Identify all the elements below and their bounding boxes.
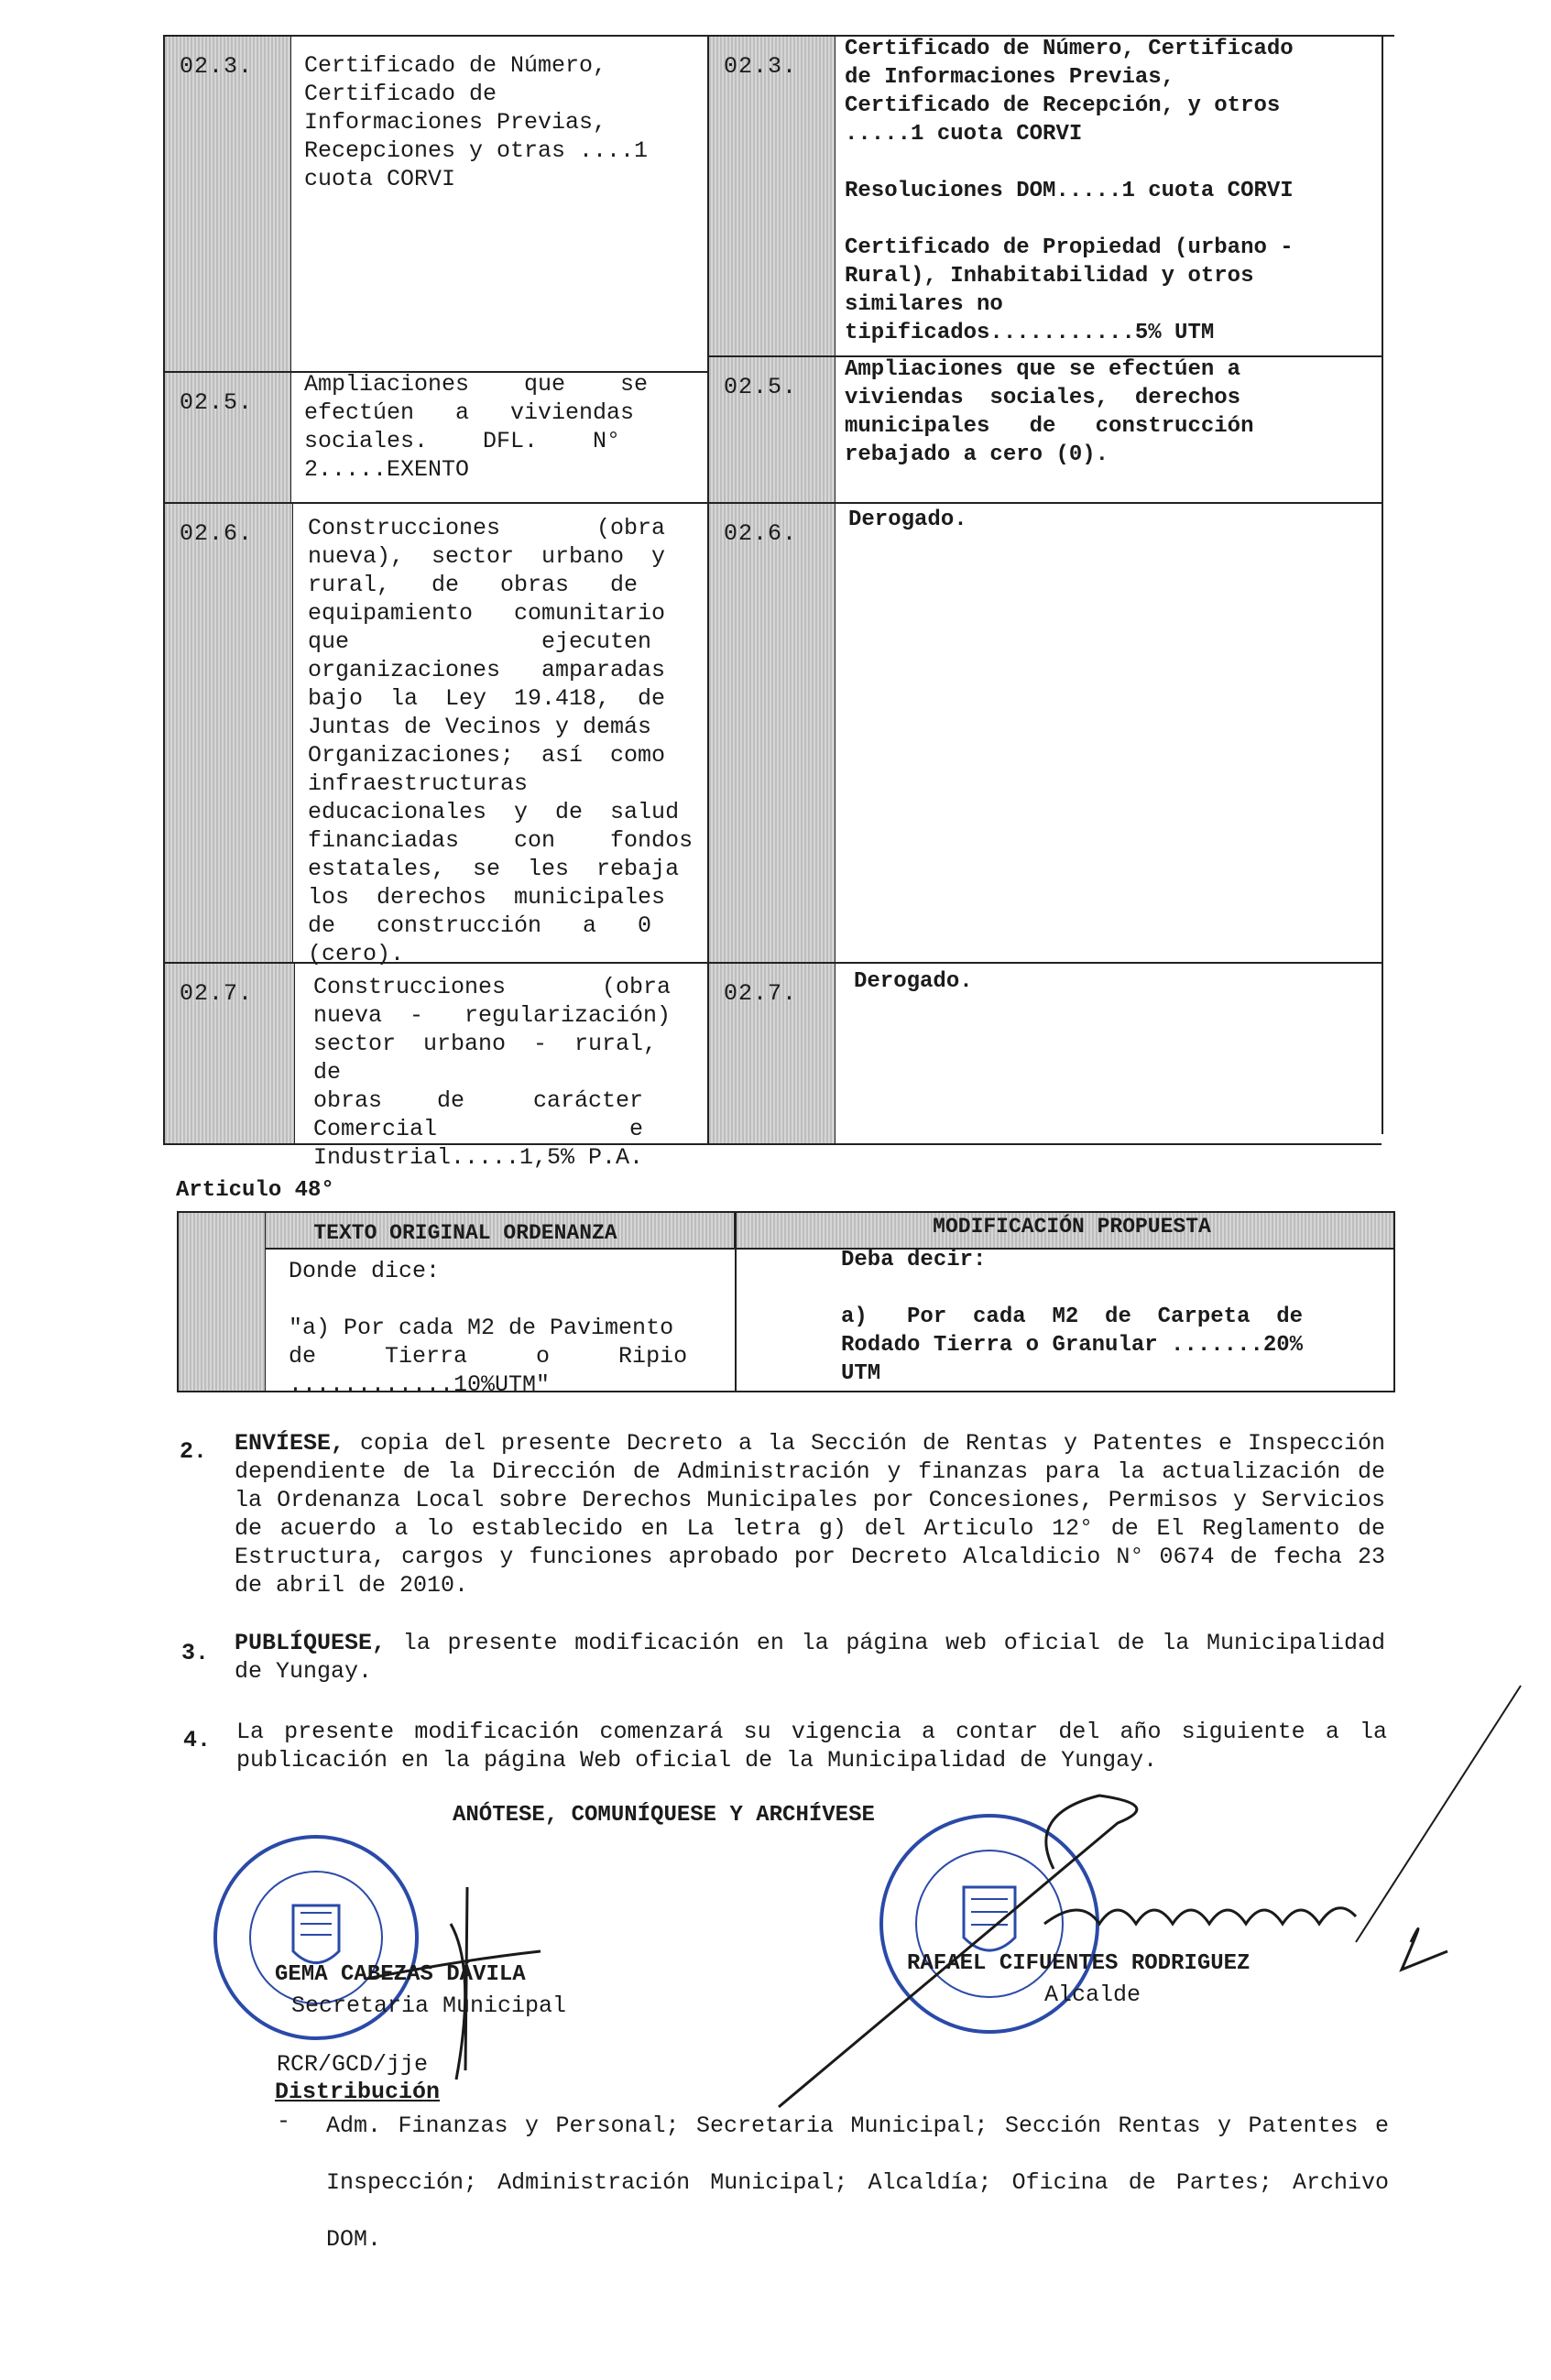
paragraph-number: 3. — [181, 1640, 210, 1666]
row-text-modified: Certificado de Número, Certificado de Informaciones Previas, Certificado de Recepción, y otros .....1 cuota CORVI Resoluciones DOM.....1 cuota CORVI Certificado de Propiedad (urbano - Rural), Inhabitabilidad y otros similares no tipificados...........5% UTM — [845, 37, 1294, 345]
signatory-left-name: GEMA CABEZAS DÁVILA — [275, 1962, 526, 1987]
distribution-bullet: - — [277, 2108, 291, 2134]
row-code-left: 02.6. — [165, 504, 293, 962]
reference-initials: RCR/GCD/jje — [277, 2051, 429, 2078]
row-code-right: 02.7. — [709, 964, 836, 1143]
paragraph-lead: PUBLÍQUESE, — [235, 1630, 387, 1656]
row-code-left: 02.7. — [165, 964, 295, 1143]
closing-formula: ANÓTESE, COMUNÍQUESE Y ARCHÍVESE — [453, 1803, 875, 1828]
row-text-modified: Derogado. — [854, 969, 973, 994]
paragraph-2 — [235, 1429, 1385, 1599]
row-text-original: Construcciones (obra nueva - regularización) sector urbano - rural, de obras de carácter Comercial e Industrial.....1,5% P.A. — [313, 974, 672, 1171]
row-text-original: Certificado de Número, Certificado de Informaciones Previas, Recepciones y otras ....1 cuota CORVI — [304, 52, 649, 192]
paragraph-body: La presente modificación comenzará su vigencia a contar del año siguiente a la publicación en la página Web oficial de la Municipalidad de Yungay. — [236, 1719, 1387, 1774]
paragraph-body: copia del presente Decreto a la Sección de Rentas y Patentes e Inspección dependiente de la Dirección de Administración y finanzas para la actualización de la Ordenanza Local sobre Derechos Municipales por Concesiones, Permisos y Servicios de acuerdo a lo establecido en La letra g) del Articulo 12° de El Reglamento de Estructura, cargos y funciones aprobado por Decreto Alcaldicio N° 0674 de fecha 23 de abril de 2010. — [235, 1430, 1385, 1599]
original-text: Donde dice: "a) Por cada M2 de Pavimento de Tierra o Ripio ............10%UTM" — [289, 1258, 688, 1398]
signatory-right-title: Alcalde — [1044, 1982, 1141, 2008]
handwritten-signature-right — [751, 1676, 1539, 2116]
row-text-original: Construcciones (obra nueva), sector urbano y rural, de obras de equipamiento comunitario que ejecuten organizaciones amparadas bajo la Ley 19.418, de Juntas de Vecinos y demás Organizaciones; así como infraestructuras educacionales y de salud financiadas con fondos estatales, se les rebaja los derechos municipales de construcción a 0 (cero). — [308, 515, 694, 967]
row-code-left: 02.5. — [165, 373, 291, 502]
row-code-right: 02.5. — [709, 357, 836, 502]
header-original: TEXTO ORIGINAL ORDENANZA — [313, 1221, 617, 1245]
signatory-right-name: RAFAEL CIFUENTES RODRIGUEZ — [907, 1951, 1251, 1976]
paragraph-number: 4. — [183, 1727, 212, 1753]
modified-text: Deba decir: a) Por cada M2 de Carpeta de Rodado Tierra o Granular .......20% UTM — [841, 1248, 1304, 1386]
article-heading: Articulo 48° — [176, 1178, 334, 1203]
distribution-list: Adm. Finanzas y Personal; Secretaria Municipal; Sección Rentas y Patentes e Inspección; Administración Municipal; Alcaldía; Oficina de Partes; Archivo DOM. — [326, 2113, 1389, 2253]
distribution-heading: Distribución — [275, 2079, 441, 2105]
header-modified: MODIFICACIÓN PROPUESTA — [933, 1215, 1211, 1239]
row-text-modified: Ampliaciones que se efectúen a viviendas sociales, derechos municipales de construcción rebajado a cero (0). — [845, 357, 1254, 467]
paragraph-lead: ENVÍESE, — [235, 1430, 345, 1457]
side-shading — [179, 1213, 266, 1391]
row-text-modified: Derogado. — [848, 508, 967, 532]
paragraph-body: la presente modificación en la página web oficial de la Municipalidad de Yungay. — [235, 1630, 1385, 1685]
row-code-right: 02.3. — [709, 37, 836, 355]
row-code-left: 02.3. — [165, 37, 291, 371]
row-code-right: 02.6. — [709, 504, 836, 962]
row-text-original: Ampliaciones que se efectúen a viviendas sociales. DFL. N° 2.....EXENTO — [304, 371, 649, 483]
paragraph-number: 2. — [180, 1438, 208, 1465]
signatory-left-title: Secretaria Municipal — [291, 1992, 567, 2019]
